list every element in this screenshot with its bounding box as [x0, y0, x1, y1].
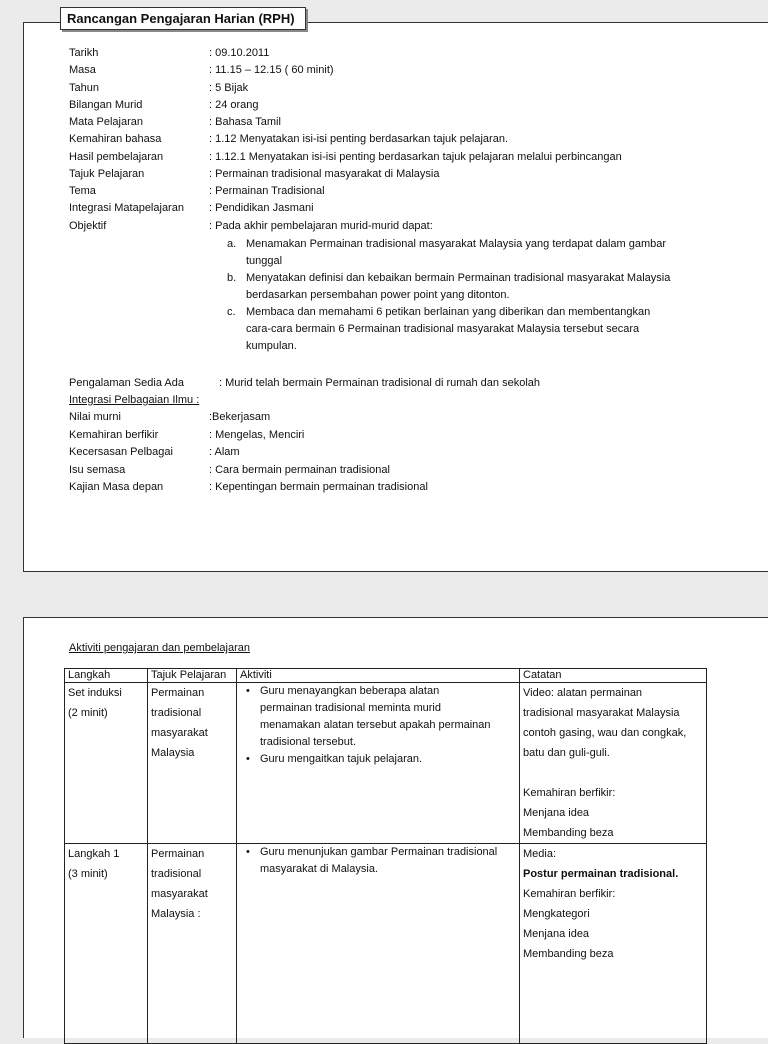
objective-item — [227, 236, 717, 270]
integration-label: Kajian Masa depan — [69, 481, 164, 493]
step-line: (3 minit) — [68, 868, 108, 880]
detail-value: : Pendidikan Jasmani — [209, 202, 314, 215]
detail-label: Masa — [69, 64, 96, 77]
integration-heading: Integrasi Pelbagaian Ilmu : — [69, 394, 200, 406]
prior-knowledge-label: Pengalaman Sedia Ada — [69, 377, 184, 389]
row-step-cell — [65, 683, 148, 844]
notes-line: Membanding beza — [523, 827, 614, 839]
notes-line: Kemahiran berfikir: — [523, 787, 616, 799]
objective-item — [227, 270, 717, 304]
topic-line: tradisional — [151, 707, 202, 719]
detail-value: : Bahasa Tamil — [209, 116, 281, 128]
topic-line: Malaysia : — [151, 908, 201, 920]
col-header-step: Langkah — [65, 669, 148, 683]
detail-label: Tema — [69, 185, 96, 197]
activity-line: tradisional tersebut. — [260, 736, 356, 748]
table-header-row — [65, 669, 707, 683]
col-header-topic: Tajuk Pelajaran — [148, 669, 237, 683]
topic-line: Permainan — [151, 848, 205, 860]
activities-heading: Aktiviti pengajaran dan pembelajaran — [69, 642, 251, 654]
topic-line: tradisional — [151, 868, 202, 880]
objective-line: cara-cara bermain 6 Permainan tradisional masyarakat Malaysia tersebut secara — [246, 323, 640, 335]
activity-bullet — [240, 844, 516, 878]
objective-item — [227, 304, 717, 355]
integration-label: Nilai murni — [69, 411, 121, 423]
notes-line: Mengkategori — [523, 908, 590, 920]
objective-line: kumpulan. — [246, 340, 297, 352]
integration-label: Kecersasan Pelbagai — [69, 446, 173, 458]
notes-bold-line: Postur permainan tradisional. — [523, 868, 679, 880]
objective-line: Menyatakan definisi dan kebaikan bermain Permainan tradisional masyarakat Malaysia — [246, 272, 671, 284]
objectives-list — [227, 236, 717, 355]
objective-line: Menamakan Permainan tradisional masyarakat Malaysia yang terdapat dalam gambar — [246, 238, 667, 250]
objective-marker: a. — [227, 238, 237, 250]
integration-label: Kemahiran berfikir — [69, 428, 159, 441]
activity-line: permainan tradisional meminta murid — [260, 702, 441, 714]
col-header-notes: Catatan — [520, 669, 707, 683]
topic-line: masyarakat — [151, 888, 208, 900]
step-line: Langkah 1 — [68, 848, 120, 860]
integration-label: Isu semasa — [69, 463, 126, 476]
prior-knowledge-value: : Murid telah bermain Permainan tradisional di rumah dan sekolah — [219, 377, 541, 389]
activity-bullet — [240, 683, 516, 751]
page-title-text: Rancangan Pengajaran Harian (RPH) — [67, 11, 295, 26]
detail-value: : 5 Bijak — [209, 81, 249, 94]
detail-label: Kemahiran bahasa — [69, 133, 162, 146]
detail-value: : Permainan tradisional masyarakat di Malaysia — [209, 167, 440, 180]
detail-value: : 11.15 – 12.15 ( 60 minit) — [209, 64, 334, 77]
notes-line: Membanding beza — [523, 948, 614, 960]
row-notes-cell — [520, 844, 707, 1044]
notes-line: batu dan guli-guli. — [523, 747, 610, 759]
table-row — [65, 844, 707, 1044]
table-row — [65, 683, 707, 844]
activity-line: menamakan alatan tersebut apakah permainan — [260, 719, 491, 731]
notes-line: Menjana idea — [523, 928, 590, 940]
notes-line: Kemahiran berfikir: — [523, 888, 616, 900]
activity-line: • Guru menayangkan beberapa alatan — [260, 685, 440, 697]
notes-line — [523, 763, 703, 783]
page-title — [60, 7, 306, 30]
objective-line: berdasarkan persembahan power point yang ditonton. — [246, 289, 510, 301]
objective-line: tunggal — [246, 255, 283, 267]
activity-line: • Guru mengaitkan tajuk pelajaran. — [260, 753, 423, 765]
row-topic-cell — [148, 683, 237, 844]
detail-label: Tahun — [69, 81, 99, 94]
objective-marker: c. — [227, 306, 236, 318]
notes-line: Video: alatan permainan — [523, 687, 643, 699]
detail-label: Tarikh — [69, 47, 99, 59]
row-notes-cell — [520, 683, 707, 844]
integration-value: :Bekerjasam — [209, 411, 271, 423]
col-header-activity: Aktiviti — [237, 669, 520, 683]
topic-line: Malaysia — [151, 747, 195, 759]
detail-label: Hasil pembelajaran — [69, 150, 164, 163]
row-activity-cell — [237, 683, 520, 844]
objective-line: Membaca dan memahami 6 petikan berlainan yang diberikan dan membentangkan — [246, 306, 651, 318]
detail-label: Objektif — [69, 219, 107, 232]
detail-value: : 24 orang — [209, 98, 259, 111]
objective-marker: b. — [227, 272, 237, 284]
notes-line: tradisional masyarakat Malaysia — [523, 707, 680, 719]
row-topic-cell — [148, 844, 237, 1044]
activity-line: • Guru menunjukan gambar Permainan tradisional — [260, 846, 498, 858]
integration-value: : Kepentingan bermain permainan tradisional — [209, 481, 428, 493]
topic-line: Permainan — [151, 687, 205, 699]
activity-line: masyarakat di Malaysia. — [260, 863, 378, 875]
topic-line: masyarakat — [151, 727, 208, 739]
activity-bullet — [240, 751, 516, 768]
detail-value: : 1.12 Menyatakan isi-isi penting berdasarkan tajuk pelajaran. — [209, 133, 509, 146]
row-step-cell — [65, 844, 148, 1044]
integration-value: : Mengelas, Menciri — [209, 428, 305, 441]
activities-table — [64, 668, 707, 1044]
detail-value: : 1.12.1 Menyatakan isi-isi penting berdasarkan tajuk pelajaran melalui perbincangan — [209, 150, 622, 163]
detail-label: Tajuk Pelajaran — [69, 167, 145, 180]
step-line: Set induksi — [68, 687, 122, 699]
notes-line: Media: — [523, 848, 557, 860]
notes-line: Menjana idea — [523, 807, 590, 819]
detail-value: : Pada akhir pembelajaran murid-murid dapat: — [209, 219, 433, 232]
detail-value: : Permainan Tradisional — [209, 185, 325, 197]
detail-label: Mata Pelajaran — [69, 116, 143, 128]
integration-value: : Cara bermain permainan tradisional — [209, 463, 390, 476]
notes-line: contoh gasing, wau dan congkak, — [523, 727, 687, 739]
detail-label: Integrasi Matapelajaran — [69, 202, 184, 215]
step-line: (2 minit) — [68, 707, 108, 719]
detail-value: : 09.10.2011 — [209, 47, 270, 59]
row-activity-cell — [237, 844, 520, 1044]
detail-label: Bilangan Murid — [69, 98, 143, 111]
integration-value: : Alam — [209, 446, 240, 458]
